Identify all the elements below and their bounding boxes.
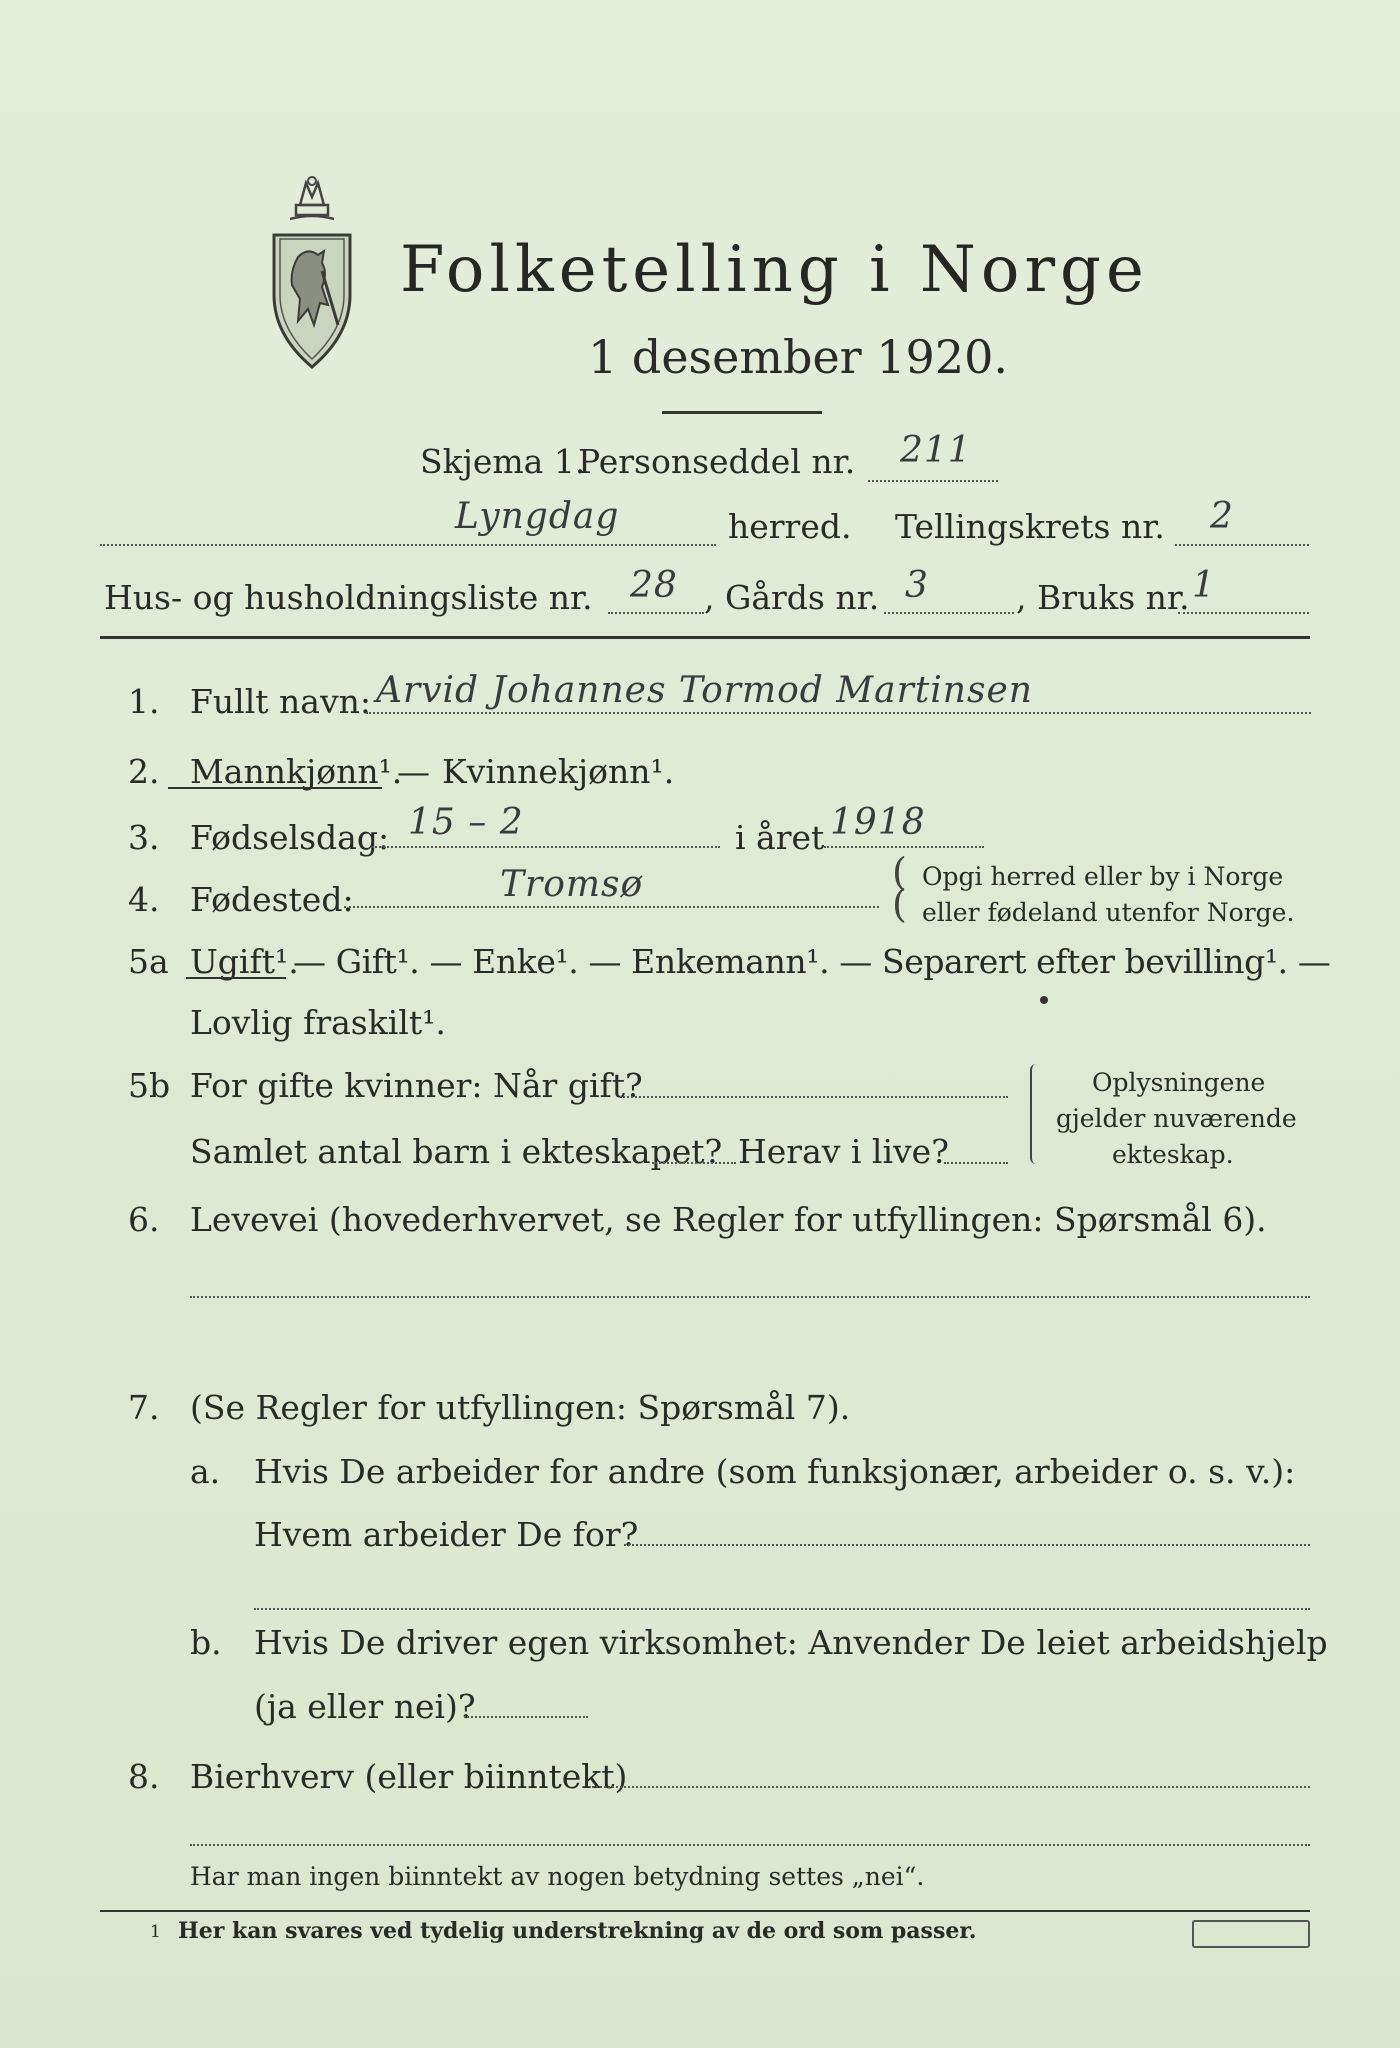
gards-label: , Gårds nr. xyxy=(704,578,880,617)
bruks-label: , Bruks nr. xyxy=(1016,578,1190,617)
side-income-field-line xyxy=(592,1786,1310,1788)
form-title: Folketelling i Norge xyxy=(400,233,1149,307)
birthplace-field-line xyxy=(344,906,879,908)
q7-number: 7. xyxy=(128,1388,160,1427)
q7-label: (Se Regler for utfyllingen: Spørsmål 7). xyxy=(190,1388,851,1427)
children-alive-field-line xyxy=(944,1162,1008,1164)
census-date: 1 desember 1920. xyxy=(588,330,1008,384)
hus-label: Hus- og husholdningsliste nr. xyxy=(104,578,593,617)
marriage-note-2: gjelder nuværende xyxy=(1056,1104,1297,1133)
coat-of-arms-icon xyxy=(262,175,362,375)
q7a-text: Hvis De arbeider for andre (som funksjonær, arbeider o. s. v.): xyxy=(254,1452,1296,1491)
civil-status-options[interactable]: — Gift¹. — Enke¹. — Enkemann¹. — Separert efter bevilling¹. — xyxy=(293,942,1331,981)
civil-status-divorced-option[interactable]: Lovlig fraskilt¹. xyxy=(190,1003,446,1042)
sex-separator: — xyxy=(397,752,430,791)
full-name-field-line xyxy=(366,712,1311,714)
tellingskrets-field-line xyxy=(1175,544,1309,546)
q6-number: 6. xyxy=(128,1200,160,1239)
marriage-note-3: ekteskap. xyxy=(1112,1140,1234,1169)
q2-number: 2. xyxy=(128,752,160,791)
q1-label: Fullt navn: xyxy=(190,682,371,721)
marriage-note-1: Oplysningene xyxy=(1092,1068,1266,1097)
birthplace-value[interactable]: Tromsø xyxy=(500,864,644,905)
birthdate-value[interactable]: 15 – 2 xyxy=(408,802,524,843)
q1-number: 1. xyxy=(128,682,160,721)
header-rule xyxy=(100,636,1310,639)
birthplace-note-1: Opgi herred eller by i Norge xyxy=(922,862,1284,891)
full-name-value[interactable]: Arvid Johannes Tormod Martinsen xyxy=(376,670,1033,711)
hus-field-line xyxy=(608,612,704,614)
hired-help-label: (ja eller nei)? xyxy=(254,1687,476,1726)
birthyear-field-line xyxy=(824,846,984,848)
personseddel-value[interactable]: 211 xyxy=(900,430,972,471)
herred-field-line xyxy=(100,544,716,546)
birthyear-label: i året xyxy=(735,818,825,857)
civil-status-unmarried-option[interactable]: Ugift¹. xyxy=(190,942,299,981)
q3-number: 3. xyxy=(128,818,160,857)
hired-help-field-line xyxy=(464,1716,588,1718)
hus-value[interactable]: 28 xyxy=(630,565,678,606)
married-when-label: For gifte kvinner: Når gift? xyxy=(190,1066,643,1105)
q8-number: 8. xyxy=(128,1757,160,1796)
children-total-label: Samlet antal barn i ekteskapet? xyxy=(190,1132,723,1171)
bruks-field-line xyxy=(1178,612,1309,614)
gards-field-line xyxy=(884,612,1014,614)
side-income-field-line-2 xyxy=(190,1844,1310,1846)
sex-male-option[interactable]: Mannkjønn¹. xyxy=(190,752,403,791)
ink-dot xyxy=(1040,996,1048,1004)
occupation-label: Levevei (hovederhvervet, se Regler for utfyllingen: Spørsmål 6). xyxy=(190,1200,1267,1239)
q5b-number: 5b xyxy=(128,1066,171,1105)
printer-mark xyxy=(1192,1920,1310,1948)
personseddel-field-line xyxy=(868,480,998,482)
schema-number: Skjema 1. xyxy=(420,442,586,481)
employer-label: Hvem arbeider De for? xyxy=(254,1515,639,1554)
married-when-field-line xyxy=(620,1096,1008,1098)
q7b-text: Hvis De driver egen virksomhet: Anvender De leiet arbeidshjelp xyxy=(254,1623,1328,1662)
q4-number: 4. xyxy=(128,880,160,919)
marriage-note-bracket xyxy=(1030,1064,1040,1164)
personseddel-label: Personseddel nr. xyxy=(578,442,856,481)
q7b-letter: b. xyxy=(190,1623,222,1662)
footnote-text: Her kan svares ved tydelig understrekning av de ord som passer. xyxy=(178,1918,977,1944)
q7a-letter: a. xyxy=(190,1452,221,1491)
tellingskrets-label: Tellingskrets nr. xyxy=(895,507,1165,546)
birthplace-label: Fødested: xyxy=(190,880,354,919)
children-alive-label: Herav i live? xyxy=(738,1132,949,1171)
unmarried-underline xyxy=(186,977,286,979)
employer-field-line-2 xyxy=(254,1608,1310,1610)
birthplace-note-brace-bottom: ( xyxy=(892,882,907,926)
title-divider xyxy=(662,411,822,414)
birthyear-value[interactable]: 1918 xyxy=(830,802,926,843)
gards-value[interactable]: 3 xyxy=(905,565,929,606)
side-income-label: Bierhverv (eller biinntekt) xyxy=(190,1757,628,1796)
herred-label: herred. xyxy=(728,507,852,546)
sex-female-option[interactable]: Kvinnekjønn¹. xyxy=(442,752,675,791)
children-total-field-line xyxy=(652,1162,736,1164)
male-underline xyxy=(168,787,382,789)
occupation-field-line xyxy=(190,1296,1310,1298)
birthplace-note-brace-top: ( xyxy=(892,850,907,894)
bruks-value[interactable]: 1 xyxy=(1192,565,1216,606)
birthplace-note-2: eller fødeland utenfor Norge. xyxy=(922,898,1295,927)
footer-rule xyxy=(100,1910,1310,1912)
tellingskrets-value[interactable]: 2 xyxy=(1210,496,1234,537)
side-income-note: Har man ingen biinntekt av nogen betydning settes „nei“. xyxy=(190,1862,925,1891)
birthdate-label: Fødselsdag: xyxy=(190,818,390,857)
q5a-number: 5a xyxy=(128,942,169,981)
employer-field-line xyxy=(624,1544,1310,1546)
footnote-mark: 1 xyxy=(150,1922,161,1942)
birthdate-field-line xyxy=(372,846,720,848)
herred-value[interactable]: Lyngdag xyxy=(455,496,620,537)
